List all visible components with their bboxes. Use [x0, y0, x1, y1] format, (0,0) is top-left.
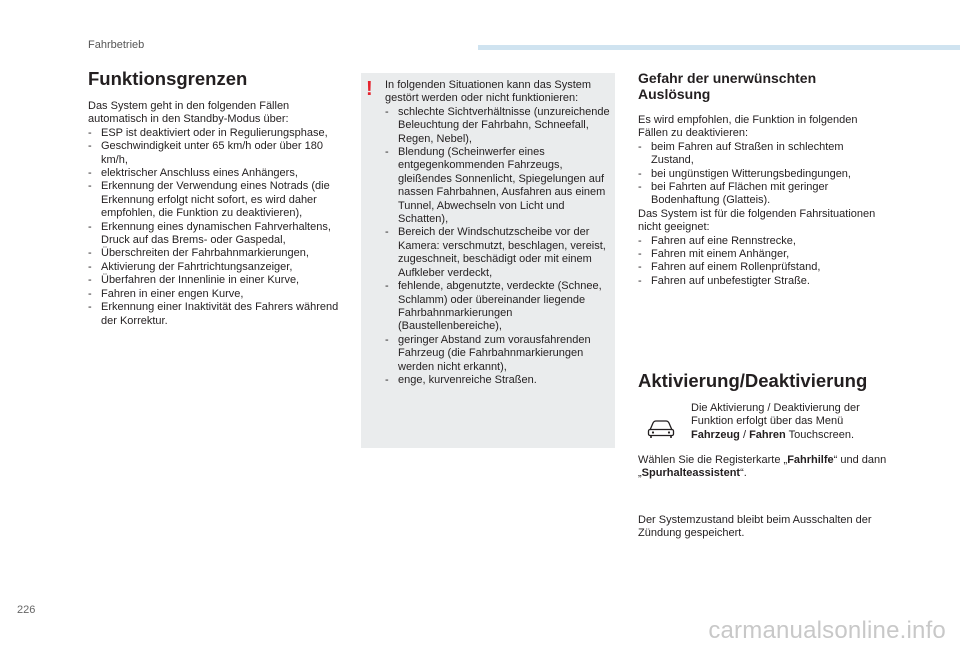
unwanted-triggering-title: Gefahr der unerwünschten Auslösung [638, 70, 817, 102]
list-item: - Erkennung eines dynamischen Fahrverhaltens, Druck auf das Brems- oder Gaspedal, [88, 221, 343, 248]
unwanted-triggering-intro: Es wird empfohlen, die Funktion in folgenden Fällen zu deaktivieren: [638, 114, 858, 140]
list-item: - bei Fahrten auf Flächen mit geringer Bodenhaftung (Glatteis). [638, 181, 883, 208]
exclamation-icon: ! [366, 78, 373, 100]
unsuitable-list [638, 235, 883, 289]
list-item: - Geschwindigkeit unter 65 km/h oder über 180 km/h, [88, 140, 343, 167]
function-limits-intro: Das System geht in den folgenden Fällen automatisch in den Standby-Modus über: [88, 100, 290, 126]
watermark: carmanualsonline.info [708, 617, 946, 644]
list-item: - Überfahren der Innenlinie in einer Kurve, [88, 274, 343, 287]
activation-text: Die Aktivierung / Deaktivierung der Funktion erfolgt über das Menü Fahrzeug / Fahren Touchscreen. [691, 402, 860, 441]
list-item: - Fahren auf unbefestigter Straße. [638, 275, 883, 288]
function-limits-list [88, 127, 343, 328]
list-item: - Überschreiten der Fahrbahnmarkierungen, [88, 247, 343, 260]
list-item: - enge, kurvenreiche Straßen. [385, 374, 613, 387]
section-header: Fahrbetrieb [88, 39, 145, 51]
list-item: - Aktivierung der Fahrtrichtungsanzeiger, [88, 261, 343, 274]
list-item: - fehlende, abgenutzte, verdeckte (Schnee, Schlamm) oder übereinander liegende Fahrbahnmarkierungen (Baustellenbereiche), [385, 280, 613, 334]
unsuitable-intro: Das System ist für die folgenden Fahrsituationen nicht geeignet: [638, 207, 876, 234]
list-item: - schlechte Sichtverhältnisse (unzureichende Beleuchtung der Fahrbahn, Schneefall, Regen, Nebel), [385, 106, 613, 146]
unwanted-triggering-section [638, 70, 883, 288]
function-limits-title: Funktionsgrenzen [88, 68, 248, 89]
list-item: - ESP ist deaktiviert oder in Regulierungsphase, [88, 127, 343, 140]
function-limits-section [88, 68, 343, 328]
assistant-name: Spurhalteassistent [641, 467, 741, 480]
list-item: - geringer Abstand zum vorausfahrenden Fahrzeug (die Fahrbahnmarkierungen werden nicht erkannt), [385, 334, 613, 374]
menu-vehicle: Fahrzeug [691, 428, 740, 441]
tab-name: Fahrhilfe [787, 454, 834, 466]
select-tab-text: Wählen Sie die Registerkarte „Fahrhilfe“ und dann „Spurhalteassistent“. [638, 454, 887, 480]
warning-intro: In folgenden Situationen kann das System gestört werden oder nicht funktionieren: [385, 79, 592, 105]
list-item: - Bereich der Windschutzscheibe vor der Kamera: verschmutzt, beschlagen, vereist, zugeschneit, beschädigt oder mit einem Aufkleber verdeckt, [385, 226, 613, 280]
deactivation-list [638, 141, 883, 208]
list-item: - Fahren in einer engen Kurve, [88, 288, 343, 301]
list-item: - Fahren auf einem Rollenprüfstand, [638, 261, 883, 274]
warning-list [385, 106, 613, 388]
car-icon [646, 416, 676, 440]
list-item: - elektrischer Anschluss eines Anhängers, [88, 167, 343, 180]
warning-text [385, 79, 613, 387]
list-item: - Erkennung der Verwendung eines Notrads (die Erkennung erfolgt nicht sofort, es wird daher empfohlen, die Funktion zu deaktivieren), [88, 180, 343, 220]
header-bar [478, 45, 960, 50]
list-item: - bei ungünstigen Witterungsbedingungen, [638, 168, 883, 181]
list-item: - beim Fahren auf Straßen in schlechtem Zustand, [638, 141, 883, 168]
menu-driving: Fahren [749, 428, 786, 441]
list-item: - Fahren mit einem Anhänger, [638, 248, 883, 261]
activation-section [638, 370, 888, 402]
system-state-text: Der Systemzustand bleibt beim Ausschalten der Zündung gespeichert. [638, 514, 872, 540]
list-item: - Blendung (Scheinwerfer eines entgegenkommenden Fahrzeugs, gleißendes Sonnenlicht, Spiegelungen auf nassen Fahrbahnen, Ausfahren aus einem Tunnel, Abwechseln von Licht und Schatten), [385, 146, 613, 226]
activation-title: Aktivierung/Deaktivierung [638, 370, 868, 391]
list-item: - Erkennung einer Inaktivität des Fahrers während der Korrektur. [88, 301, 343, 328]
page-number: 226 [17, 604, 36, 616]
list-item: - Fahren auf eine Rennstrecke, [638, 235, 883, 248]
